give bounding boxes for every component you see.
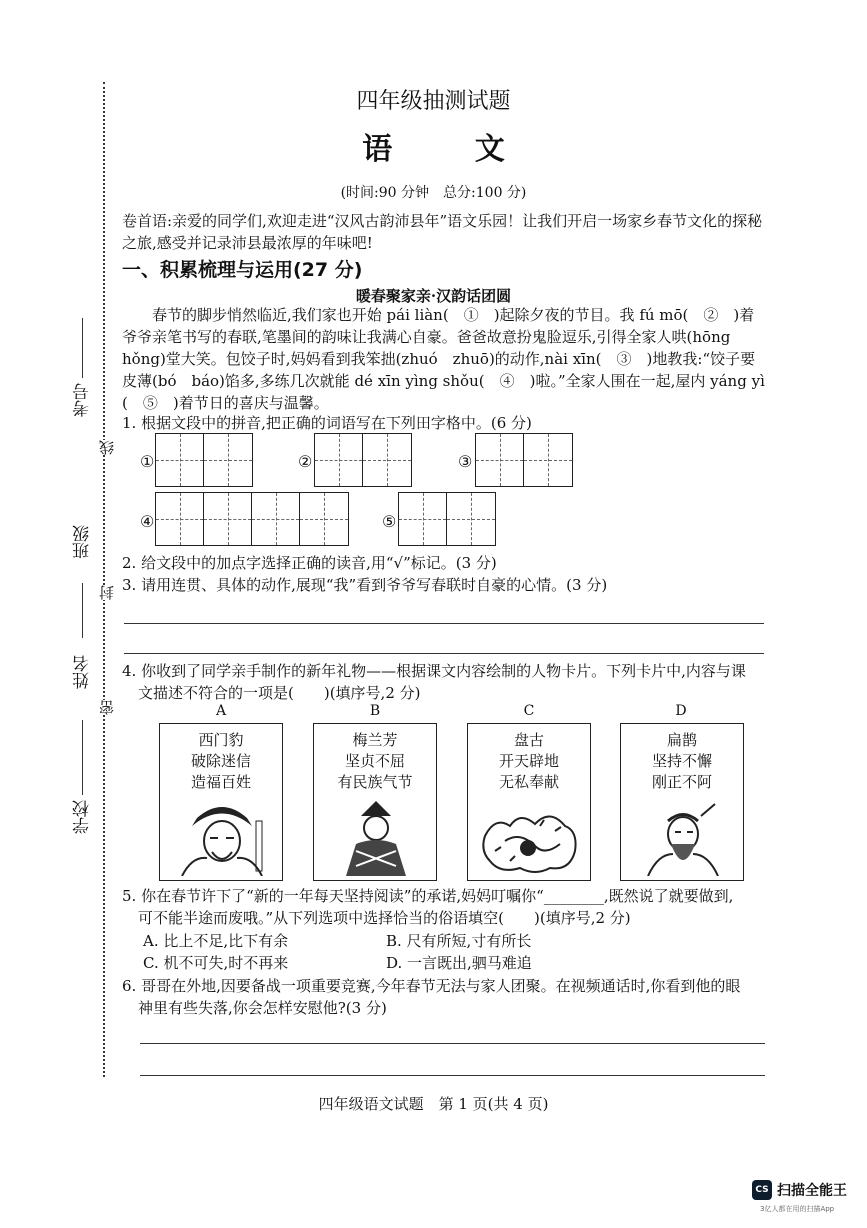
card-text: 无私奉献 bbox=[498, 773, 559, 791]
question-6-line: 6. 哥哥在外地,因要备战一项重要竞赛,今年春节无法与家人团聚。在视频通话时,你看到他的眼 bbox=[122, 977, 741, 995]
card-text: 坚持不懈 bbox=[651, 752, 712, 770]
grid-label-4: ④ bbox=[140, 512, 155, 531]
scanner-watermark bbox=[752, 1180, 847, 1200]
bian-que-portrait-icon bbox=[633, 796, 733, 876]
question-4-line: 4. 你收到了同学亲手制作的新年礼物——根据课文内容绘制的人物卡片。下列卡片中,内容与课 bbox=[122, 662, 746, 680]
exam-number-line bbox=[82, 318, 83, 378]
card-label-d: D bbox=[675, 703, 687, 719]
mei-lanfang-portrait-icon bbox=[326, 796, 426, 876]
card-text: 造福百姓 bbox=[190, 773, 251, 791]
option-c: C. 机不可失,时不再来 bbox=[143, 954, 289, 972]
card-text: 破除迷信 bbox=[190, 752, 251, 770]
card-text: 坚贞不屈 bbox=[344, 752, 405, 770]
cs-logo-icon: CS bbox=[752, 1180, 772, 1200]
option-a: A. 比上不足,比下有余 bbox=[143, 932, 289, 950]
section-heading: 一、积累梳理与运用(27 分) bbox=[122, 259, 363, 281]
passage bbox=[122, 304, 767, 414]
card-text: 有民族气节 bbox=[337, 773, 413, 791]
question-4-line: 文描述不符合的一项是( )(填序号,2 分) bbox=[138, 684, 421, 702]
intro-text: 卷首语:亲爱的同学们,欢迎走进“汉风古韵沛县年”语文乐园！让我们开启一场家乡春节文化的探秘之旅,感受并记录沛县最浓厚的年味吧! bbox=[122, 212, 763, 252]
grid-label-1: ① bbox=[140, 452, 155, 471]
name-label: 姓名 bbox=[73, 655, 93, 689]
answer-line[interactable] bbox=[124, 653, 764, 654]
question-2: 2. 给文段中的加点字选择正确的读音,用“√”标记。(3 分) bbox=[122, 554, 497, 572]
exam-title: 四年级抽测试题 bbox=[356, 89, 511, 114]
writing-grid-1[interactable] bbox=[155, 433, 253, 487]
scanner-name: 扫描全能王 bbox=[777, 1183, 847, 1199]
binding-dotted-line bbox=[103, 82, 105, 1077]
card-label-a: A bbox=[215, 703, 227, 719]
grid-label-5: ⑤ bbox=[382, 512, 397, 531]
pangu-portrait-icon bbox=[480, 796, 580, 876]
character-card-d bbox=[620, 723, 744, 881]
card-text: 开天辟地 bbox=[498, 752, 559, 770]
class-line bbox=[82, 583, 83, 638]
card-text: 扁鹊 bbox=[666, 731, 697, 749]
answer-line[interactable] bbox=[140, 1043, 765, 1044]
passage-line: ( ⑤ )着节日的喜庆与温馨。 bbox=[122, 394, 329, 412]
seal-secret-mark: 密 bbox=[98, 700, 116, 715]
page-footer: 四年级语文试题 第 1 页(共 4 页) bbox=[318, 1095, 549, 1113]
seal-line-mark: 线 bbox=[98, 440, 116, 455]
card-label-b: B bbox=[369, 703, 381, 719]
exam-meta: (时间:90 分钟 总分:100 分) bbox=[340, 185, 527, 201]
question-6-line: 神里有些失落,你会怎样安慰他?(3 分) bbox=[138, 999, 387, 1017]
character-card-a bbox=[159, 723, 283, 881]
grid-label-2: ② bbox=[298, 452, 313, 471]
option-b: B. 尺有所短,寸有所长 bbox=[386, 932, 532, 950]
answer-line[interactable] bbox=[140, 1075, 765, 1076]
question-4 bbox=[122, 660, 767, 704]
writing-grid-2[interactable] bbox=[314, 433, 412, 487]
exam-number-label: 考号 bbox=[73, 383, 93, 417]
card-text: 刚正不阿 bbox=[651, 773, 712, 791]
passage-line: 春节的脚步悄然临近,我们家也开始 pái liàn( ① )起除夕夜的节目。我 fú mō( ② )着 bbox=[152, 306, 755, 324]
school-line bbox=[82, 745, 83, 795]
scanner-tagline: 3亿人都在用的扫描App bbox=[760, 1205, 835, 1213]
school-label: 学校 bbox=[73, 800, 93, 834]
writing-grid-4[interactable] bbox=[155, 492, 349, 546]
grid-label-3: ③ bbox=[458, 452, 473, 471]
question-3: 3. 请用连贯、具体的动作,展现“我”看到爷爷写春联时自豪的心情。(3 分) bbox=[122, 576, 608, 594]
option-d: D. 一言既出,驷马难追 bbox=[386, 954, 532, 972]
ximen-bao-portrait-icon bbox=[172, 796, 272, 876]
card-text: 梅兰芳 bbox=[352, 731, 398, 749]
card-text: 西门豹 bbox=[198, 731, 244, 749]
question-5-line: 5. 你在春节许下了“新的一年每天坚持阅读”的承诺,妈妈叮嘱你“________,既然说了就要做到, bbox=[122, 887, 734, 905]
character-card-b bbox=[313, 723, 437, 881]
subject-title: 语 文 bbox=[362, 132, 541, 167]
character-card-c bbox=[467, 723, 591, 881]
passage-line: 皮薄(bó báo)馅多,多练几次就能 dé xīn yìng shǒu( ④ )啦。”全家人围在一起,屋内 yáng yì bbox=[122, 372, 765, 390]
class-label: 班级 bbox=[73, 525, 93, 559]
passage-line: 爷爷亲笔书写的春联,笔墨间的韵味让我满心自豪。爸爸故意扮鬼脸逗乐,引得全家人哄(hōng bbox=[122, 328, 731, 346]
question-6 bbox=[122, 975, 767, 1019]
question-1: 1. 根据文段中的拼音,把正确的词语写在下列田字格中。(6 分) bbox=[122, 414, 532, 432]
seal-seal-mark: 封 bbox=[98, 585, 116, 600]
card-text: 盘古 bbox=[513, 731, 544, 749]
passage-title: 暖春聚家亲·汉韵话团圆 bbox=[355, 287, 512, 305]
question-5-line: 可不能半途而废哦。”从下列选项中选择恰当的俗语填空( )(填序号,2 分) bbox=[138, 909, 631, 927]
writing-grid-5[interactable] bbox=[398, 492, 496, 546]
writing-grid-3[interactable] bbox=[475, 433, 573, 487]
passage-line: hǒng)堂大笑。包饺子时,妈妈看到我笨拙(zhuó zhuō)的动作,nài xīn( ③ )地教我:“饺子要 bbox=[122, 350, 756, 368]
answer-line[interactable] bbox=[124, 623, 764, 624]
question-5 bbox=[122, 885, 767, 929]
card-label-c: C bbox=[523, 703, 535, 719]
